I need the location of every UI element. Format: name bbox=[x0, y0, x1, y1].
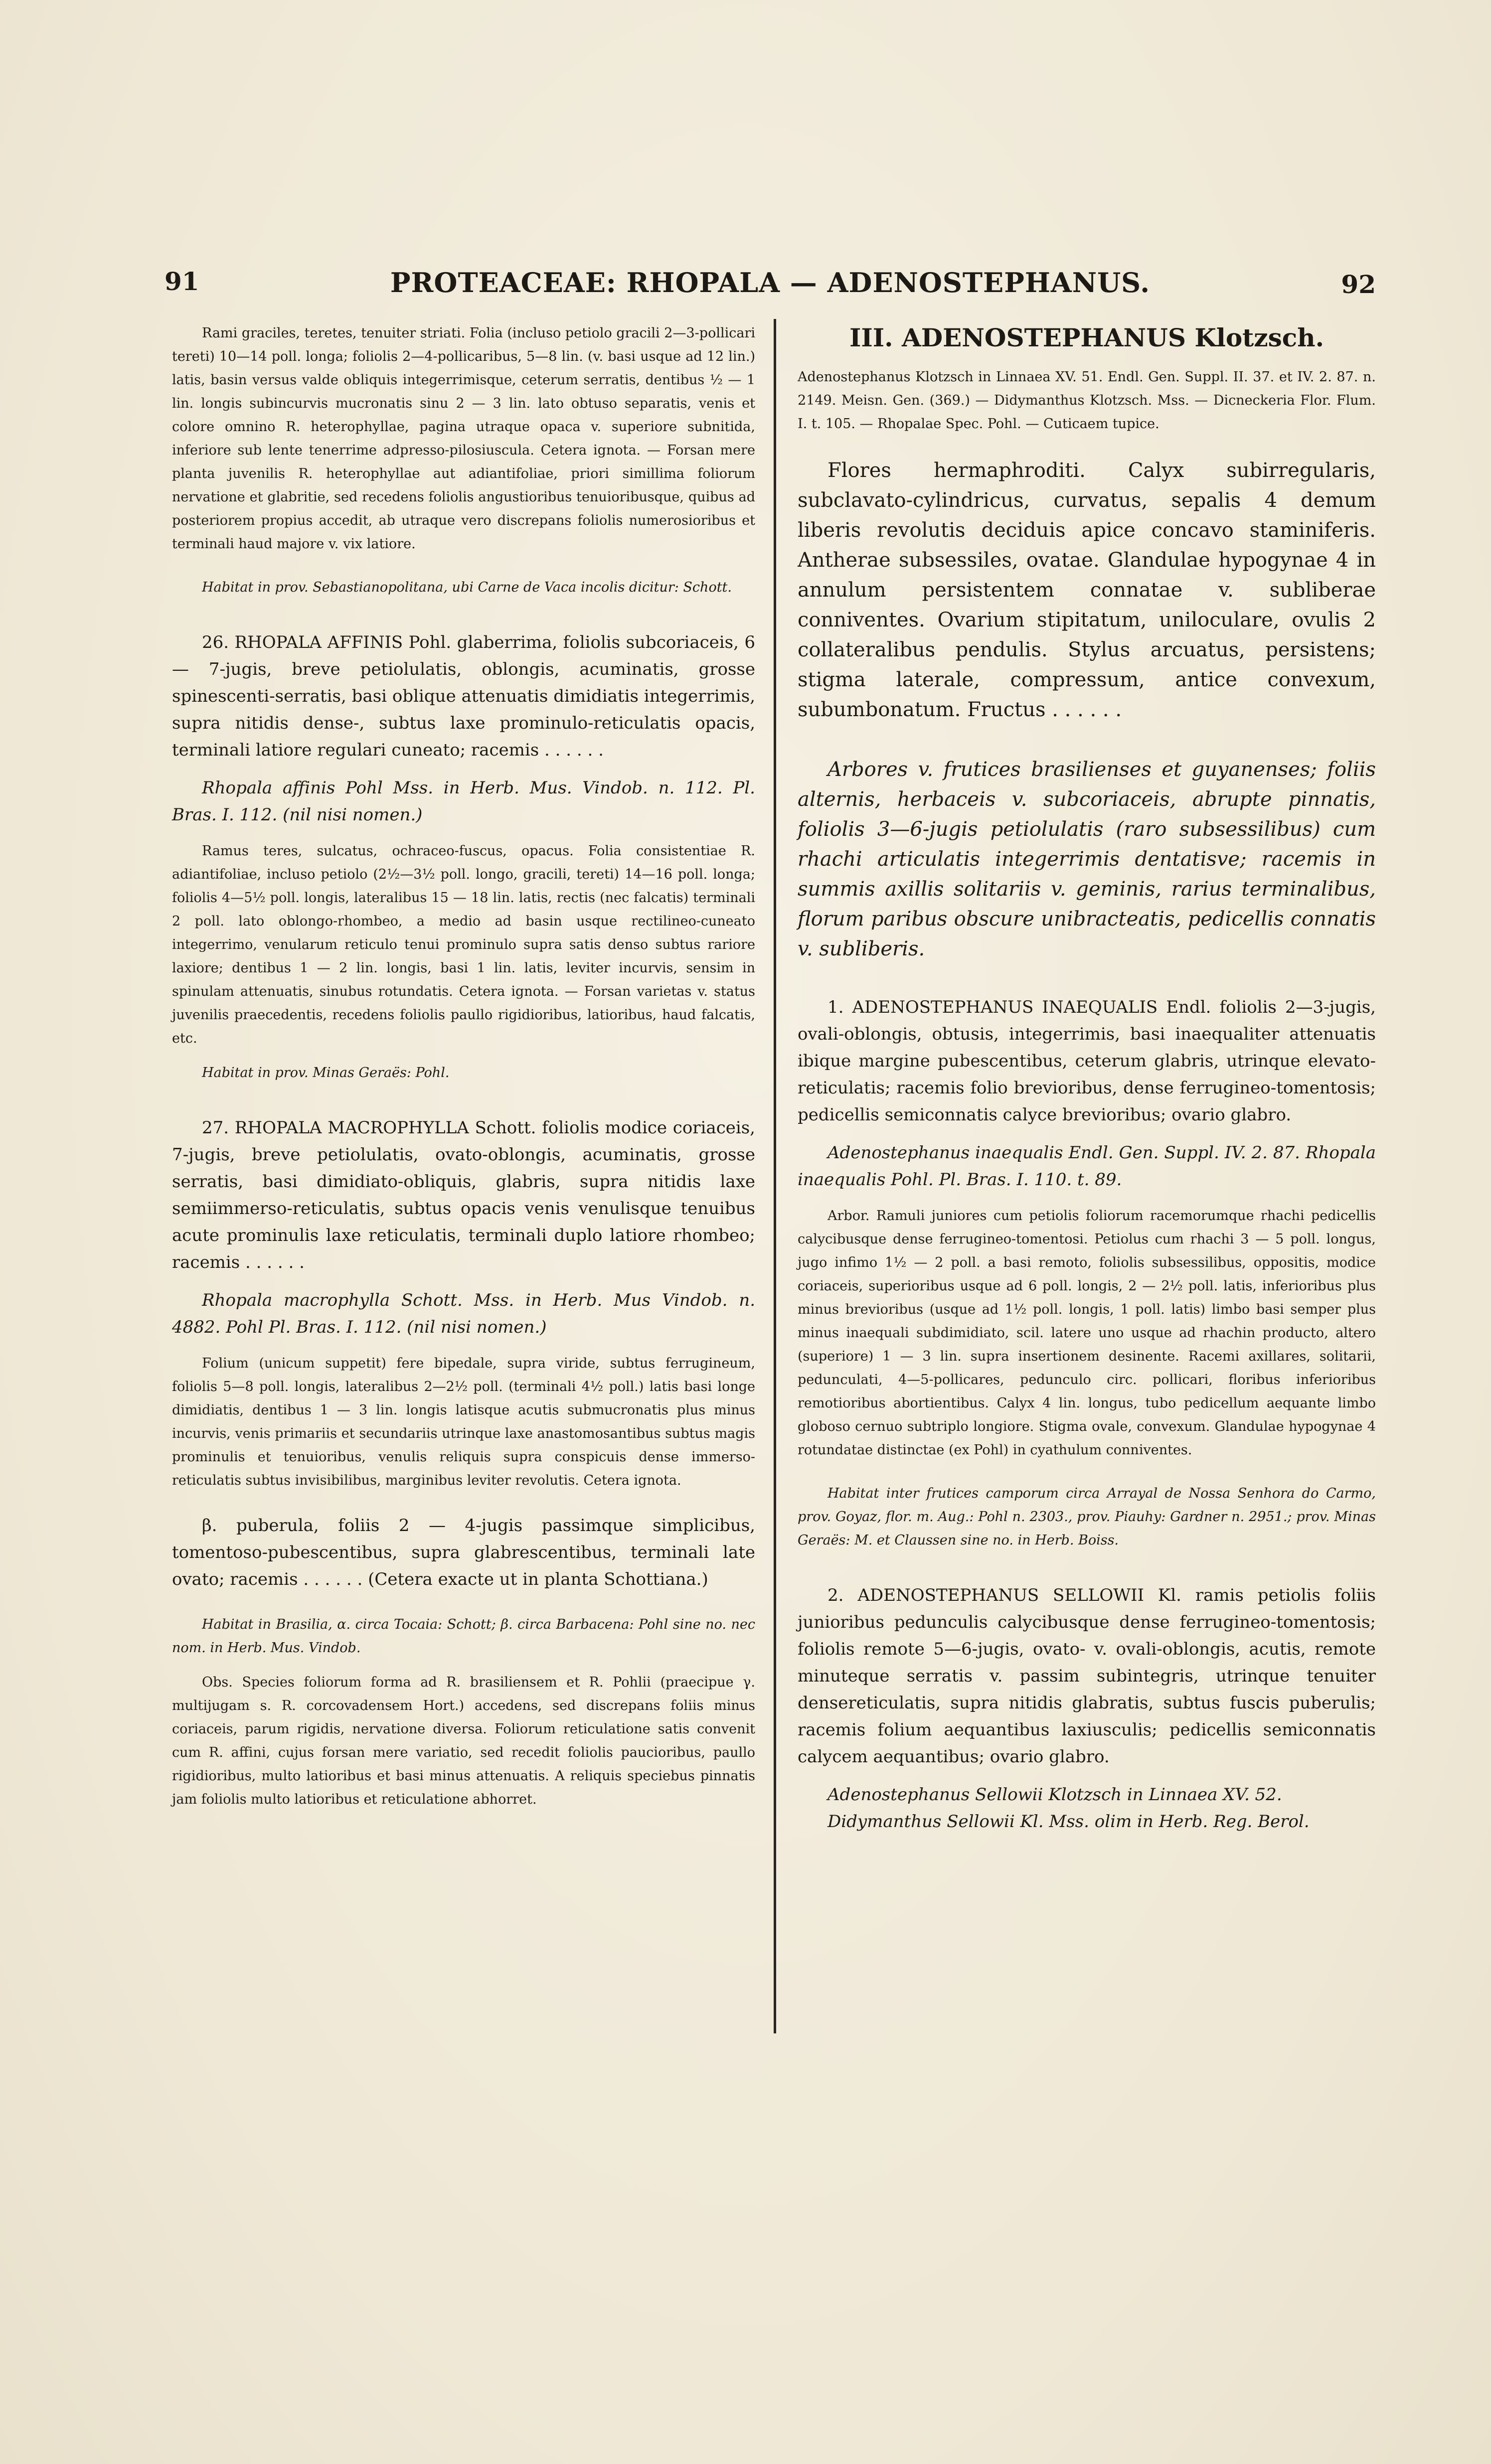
running-head bbox=[165, 267, 1376, 302]
column-divider bbox=[774, 319, 776, 2033]
species-2-diagnosis: 2. ADENOSTEPHANUS SELLOWII Kl. ramis petiolis foliis junioribus pedunculis calycibusque dense ferrugineo-tomentosis; foliolis remote 5—6-jugis, ovato- v. ovali-oblongis, acutis, remote minuteque serratis v. passim subintegris, utrinque tenuiter densereticulatis, supra nitidis glabratis, subtus fuscis puberulis; racemis folium aequantibus laxiusculis; pedicellis semiconnatis calycem aequantibus; ovario glabro. bbox=[798, 1585, 1376, 1767]
section-title: III. ADENOSTEPHANUS Klotzsch. bbox=[849, 323, 1325, 352]
page-number-left: 91 bbox=[165, 267, 199, 296]
species-1-habitat: Habitat inter frutices camporum circa Arrayal de Nossa Senhora do Carmo, prov. Goyaz, flor. m. Aug.: Pohl n. 2303., prov. Piauhy: Gardner n. 2951.; prov. Minas Geraës: M. et Claussen sine no. in Herb. Boiss. bbox=[798, 1486, 1376, 1548]
species-26-description: Ramus teres, sulcatus, ochraceo-fuscus, opacus. Folia consistentiae R. adiantifoliae, incluso petiolo (2½—3½ poll. longo, gracili, tereti) 14—16 poll. longa; foliolis 4—5½ poll. longis, lateralibus 15 — 18 lin. latis, rectis (nec falcatis) terminali 2 poll. lato oblongo-rhombeo, a medio ad basin usque rectilineo-cuneato integerrimo, venularum reticulo tenui prominulo supra satis denso subtus rariore laxiore; dentibus 1 — 2 lin. longis, basi 1 lin. latis, leviter incurvis, sensim in spinulam attenuatis, sinubus rotundatis. Cetera ignota. — Forsan varietas v. status juvenilis praecedentis, recedens foliolis paullo rigidioribus, latioribus, haud falcatis, etc. bbox=[172, 843, 755, 1046]
species-27-variety: β. puberula, foliis 2 — 4-jugis passimque simplicibus, tomentoso-pubescentibus, supra glabrescentibus, terminali late ovato; racemis . . . . . . (Cetera exacte ut in planta Schottiana.) bbox=[172, 1516, 755, 1589]
species-1-synonymy: Adenostephanus inaequalis Endl. Gen. Suppl. IV. 2. 87. Rhopala inaequalis Pohl. Pl. Bras. I. 110. t. 89. bbox=[798, 1143, 1376, 1190]
genus-synonymy: Adenostephanus Klotzsch in Linnaea XV. 51. Endl. Gen. Suppl. II. 37. et IV. 2. 87. n. 2149. Meisn. Gen. (369.) — Didymanthus Klotzsch. Mss. — Dicneckeria Flor. Flum. I. t. 105. — Rhopalae Spec. Pohl. — Cuticaem tupice. bbox=[798, 369, 1376, 432]
species-27-description: Folium (unicum suppetit) fere bipedale, supra viride, subtus ferrugineum, foliolis 5—8 poll. longis, lateralibus 2—2½ poll. (terminali 4½ poll.) latis basi longe dimidiatis, dentibus 1 — 3 lin. longis latisque acutis submucronatis plus minus incurvis, venis primariis et secundariis utrinque laxe anastomosantibus subtus magis prominulis et tenuioribus, venulis reliquis supra conspicuis dense immerso-reticulatis subtus invisibilibus, marginibus leviter revolutis. Cetera ignota. bbox=[172, 1356, 755, 1488]
genus-characters: Flores hermaphroditi. Calyx subirregularis, subclavato-cylindricus, curvatus, sepalis 4 demum liberis revolutis deciduis apice concavo staminiferis. Antherae subsessiles, ovatae. Glandulae hypogynae 4 in annulum persistentem connatae v. subliberae conniventes. Ovarium stipitatum, uniloculare, ovulis 2 collateralibus pendulis. Stylus arcuatus, persistens; stigma laterale, compressum, antice convexum, subumbonatum. Fructus . . . . . . bbox=[798, 459, 1376, 721]
species-27-habitat: Habitat in Brasilia, α. circa Tocaia: Schott; β. circa Barbacena: Pohl sine no. nec nom. in Herb. Mus. Vindob. bbox=[172, 1617, 755, 1656]
species-2-synonymy-2: Didymanthus Sellowii Kl. Mss. olim in Herb. Reg. Berol. bbox=[828, 1812, 1310, 1832]
species-26-synonymy: Rhopala affinis Pohl Mss. in Herb. Mus. Vindob. n. 112. Pl. Bras. I. 112. (nil nisi nomen.) bbox=[172, 778, 755, 825]
species-1-diagnosis: 1. ADENOSTEPHANUS INAEQUALIS Endl. foliolis 2—3-jugis, ovali-oblongis, obtusis, integerrimis, basi inaequaliter attenuatis ibique margine pubescentibus, ceterum glabris, utrinque elevato-reticulatis; racemis folio brevioribus, dense ferrugineo-tomentosis; pedicellis semiconnatis calyce brevioribus; ovario glabro. bbox=[798, 997, 1376, 1125]
habitat-note: Habitat in prov. Sebastianopolitana, ubi Carne de Vaca incolis dicitur: Schott. bbox=[202, 580, 732, 595]
right-column bbox=[798, 321, 1376, 1835]
description-paragraph: Rami graciles, teretes, tenuiter striati. Folia (incluso petiolo gracili 2—3-pollicari tereti) 10—14 poll. longa; foliolis 2—4-pollicaribus, 5—8 lin. (v. basi usque ad 12 lin.) latis, basin versus valde obliquis integerrimisque, ceterum serratis, dentibus ½ — 1 lin. longis subincurvis mucronatis sinu 2 — 3 lin. lato obtuso separatis, venis et colore omnino R. heterophyllae, pagina utraque opaca v. superiore subnitida, inferiore sub lente tenerrime adpresso-pilosiuscula. Cetera ignota. — Forsan mere planta juvenilis R. heterophyllae aut adiantifoliae, priori simillima foliorum nervatione et glabritie, sed recedens foliolis angustioribus tenuioribusque, quibus ad posteriorem propius accedit, ab utraque vero discrepans foliolis numerosioribus et terminali haud majore v. vix latiore. bbox=[172, 325, 755, 552]
species-26-diagnosis: 26. RHOPALA AFFINIS Pohl. glaberrima, foliolis subcoriaceis, 6 — 7-jugis, breve petiolulatis, oblongis, acuminatis, grosse spinescenti-serratis, basi oblique attenuatis dimidiatis integerrimis, supra nitidis dense-, subtus laxe prominulo-reticulatis opacis, terminali latiore regulari cuneato; racemis . . . . . . bbox=[172, 632, 755, 760]
left-column bbox=[172, 321, 755, 1811]
species-27-diagnosis: 27. RHOPALA MACROPHYLLA Schott. foliolis modice coriaceis, 7-jugis, breve petiolulatis, ovato-oblongis, acuminatis, grosse serratis, basi dimidiato-obliquis, glabris, supra nitidis laxe semiimmerso-reticulatis, subtus opacis venis venulisque tenuibus acute prominulis laxe reticulatis, terminali duplo latiore rhombeo; racemis . . . . . . bbox=[172, 1118, 755, 1272]
running-title: PROTEACEAE: RHOPALA — ADENOSTEPHANUS. bbox=[390, 267, 1151, 299]
genus-habit: Arbores v. frutices brasilienses et guyanenses; foliis alternis, herbaceis v. subcoriaceis, abrupte pinnatis, foliolis 3—6-jugis petiolulatis (raro subsessilibus) cum rhachi articulatis integerrimis dentatisve; racemis in summis axillis solitariis v. geminis, rarius terminalibus, florum paribus obscure unibracteatis, pedicellis connatis v. subliberis. bbox=[798, 758, 1376, 960]
species-2-synonymy-1: Adenostephanus Sellowii Klotzsch in Linnaea XV. 52. bbox=[828, 1785, 1282, 1805]
species-1-description: Arbor. Ramuli juniores cum petiolis foliorum racemorumque rhachi pedicellis calycibusque dense ferrugineo-tomentosi. Petiolus cum rhachi 3 — 5 poll. longus, jugo infimo 1½ — 2 poll. a basi remoto, foliolis subsessilibus, oppositis, modice coriaceis, superioribus usque ad 6 poll. longis, 2 — 2½ poll. latis, inferioribus plus minus brevioribus (usque ad 1½ poll. longis, 1 poll. latis) limbo basi semper plus minus inaequali subdimidiato, scil. latere uno usque ad rhachin producto, altero (superiore) 1 — 3 lin. supra insertionem desinente. Racemi axillares, solitarii, pedunculati, 4—5-pollicares, pedunculo circ. pollicari, floribus inferioribus remotioribus abortientibus. Calyx 4 lin. longus, tubo pedicellum aequante limbo globoso cernuo subtriplo longiore. Stigma ovale, convexum. Glandulae hypogynae 4 rotundatae distinctae (ex Pohl) in cyathulum conniventes. bbox=[798, 1208, 1376, 1458]
species-27-synonymy: Rhopala macrophylla Schott. Mss. in Herb. Mus Vindob. n. 4882. Pohl Pl. Bras. I. 112. (nil nisi nomen.) bbox=[172, 1290, 755, 1337]
observation-note: Obs. Species foliorum forma ad R. brasiliensem et R. Pohlii (praecipue γ. multijugam s. R. corcovadensem Hort.) accedens, sed discrepans foliis minus coriaceis, parum rigidis, nervatione diversa. Foliorum reticulatione satis convenit cum R. affini, cujus forsan mere variatio, sed recedit foliolis paucioribus, paullo rigidioribus, multo latioribus et basi minus attenuatis. A reliquis speciebus pinnatis jam foliolis multo latioribus et reticulatione abhorret. bbox=[172, 1675, 755, 1807]
species-26-habitat: Habitat in prov. Minas Geraës: Pohl. bbox=[202, 1065, 450, 1080]
page-number-right: 92 bbox=[1341, 270, 1376, 299]
